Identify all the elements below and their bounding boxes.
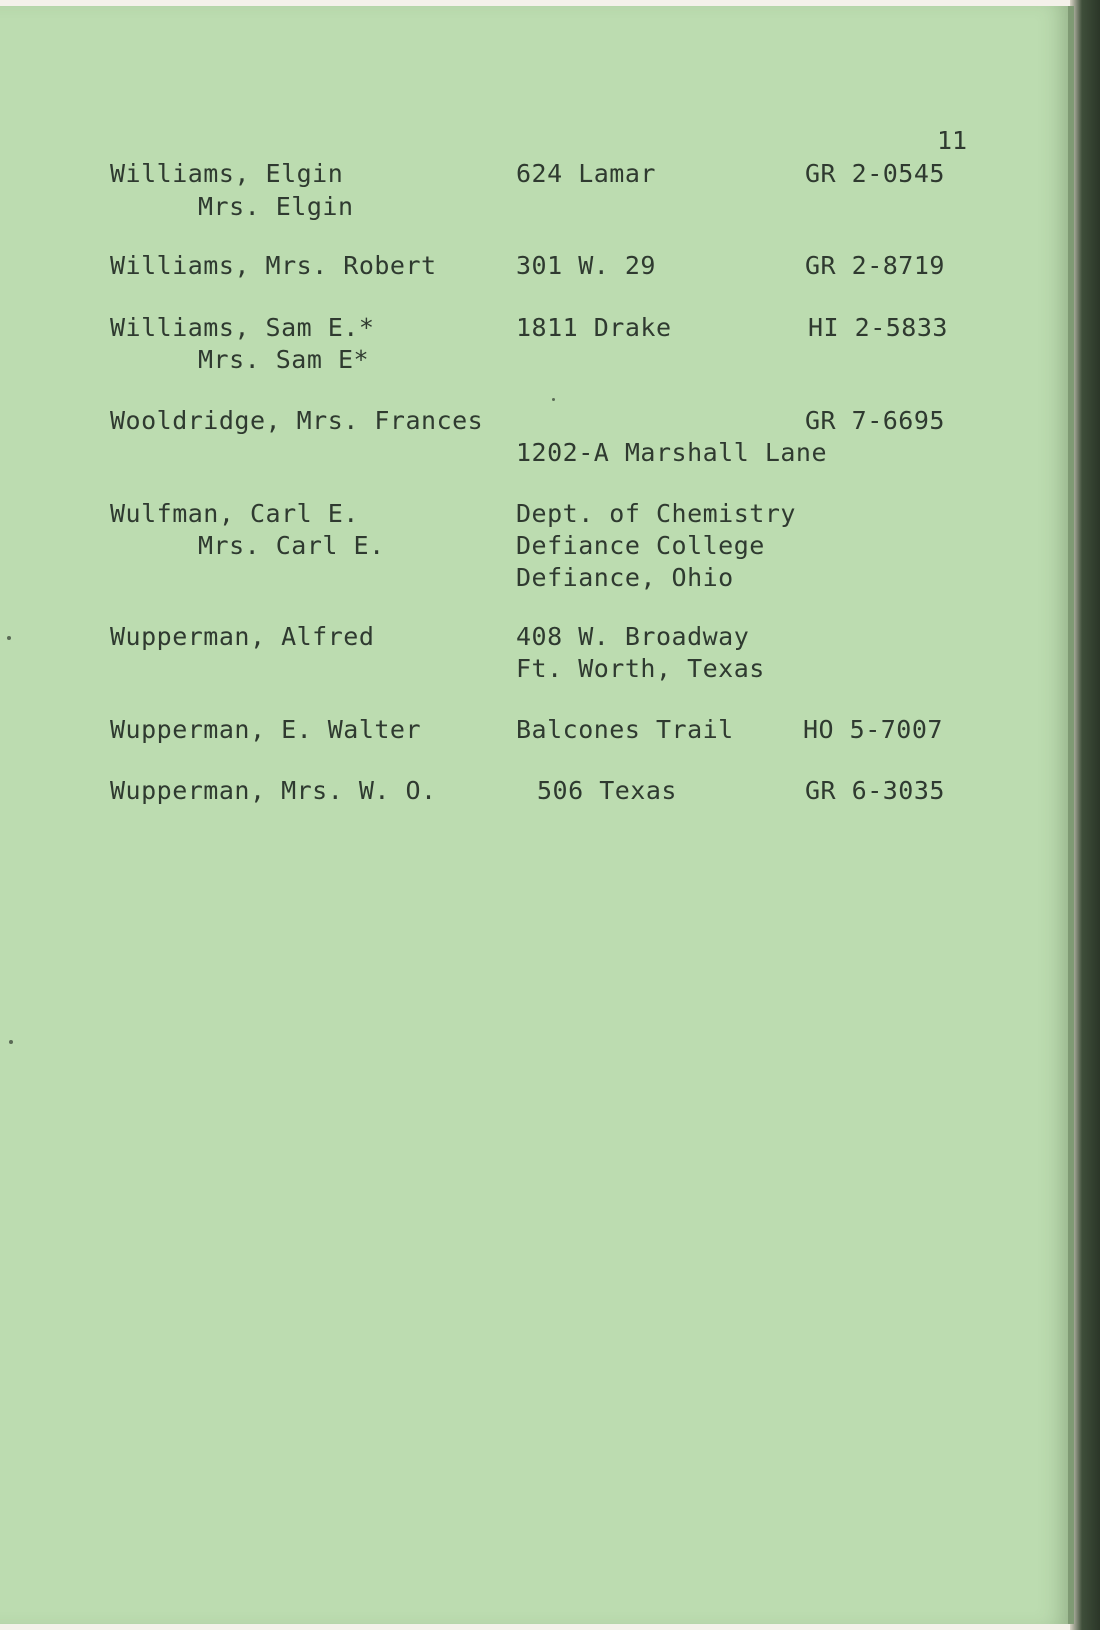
entry-name: Williams, Elgin xyxy=(110,159,344,188)
entry-address-line: Defiance, Ohio xyxy=(516,563,734,592)
entry-phone: HO 5-7007 xyxy=(803,715,943,744)
entry-phone: GR 2-0545 xyxy=(805,159,945,188)
paper-speck xyxy=(7,636,11,640)
entry-address: Balcones Trail xyxy=(516,715,734,744)
directory-page xyxy=(0,6,1074,1624)
entry-phone: GR 2-8719 xyxy=(805,251,945,280)
entry-phone: GR 6-3035 xyxy=(805,776,945,805)
entry-spouse: Mrs. Carl E. xyxy=(198,531,385,560)
entry-phone: HI 2-5833 xyxy=(808,313,948,342)
entry-name: Wulfman, Carl E. xyxy=(110,499,359,528)
entry-name: Williams, Mrs. Robert xyxy=(110,251,437,280)
entry-address-line: Ft. Worth, Texas xyxy=(516,654,765,683)
entry-address: 1202-A Marshall Lane xyxy=(516,438,828,467)
entry-address: 1811 Drake xyxy=(516,313,672,342)
entry-name: Wooldridge, Mrs. Frances xyxy=(110,406,484,435)
entry-address-line: 408 W. Broadway xyxy=(516,622,750,651)
entry-name: Wupperman, Alfred xyxy=(110,622,375,651)
entry-address: 506 Texas xyxy=(537,776,677,805)
entry-spouse: Mrs. Elgin xyxy=(198,192,354,221)
entry-spouse: Mrs. Sam E* xyxy=(198,345,370,374)
entry-name: Wupperman, Mrs. W. O. xyxy=(110,776,437,805)
paper-speck xyxy=(552,398,555,401)
entry-address: 624 Lamar xyxy=(516,159,656,188)
entry-phone: GR 7-6695 xyxy=(805,406,945,435)
paper-speck xyxy=(9,1040,13,1044)
entry-address: 301 W. 29 xyxy=(516,251,656,280)
entry-address-line: Defiance College xyxy=(516,531,765,560)
entry-name: Wupperman, E. Walter xyxy=(110,715,422,744)
entry-address-line: Dept. of Chemistry xyxy=(516,499,796,528)
binding-edge xyxy=(1070,0,1100,1630)
entry-name: Williams, Sam E.* xyxy=(110,313,375,342)
page-number: 11 xyxy=(937,126,968,155)
